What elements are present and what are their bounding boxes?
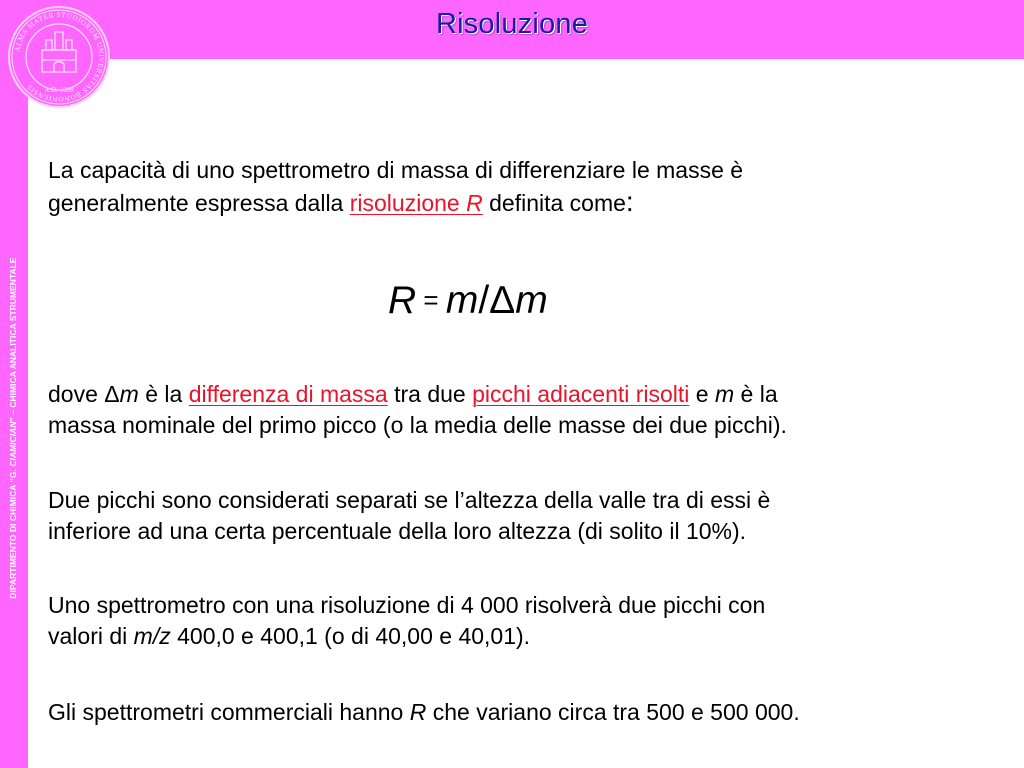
formula-slash: / [478, 279, 490, 322]
def-t1: dove Δ [48, 381, 120, 407]
formula-delta: Δ [489, 279, 516, 322]
link-risoluzione[interactable] [350, 190, 483, 216]
sep-line2: inferiore ad una certa percentuale della loro altezza (di solito il 10%). [48, 518, 747, 544]
example-mz: m/z [133, 623, 171, 649]
commercial-R: R [409, 699, 427, 725]
link-risoluzione-text: risoluzione [349, 190, 467, 216]
department-label-part2: ” – CHIMICA ANALITICA STRUMENTALE [8, 257, 18, 422]
formula-m2: m [515, 279, 548, 322]
seal-year: A.D. 1088 [44, 86, 74, 94]
commercial-a: Gli spettrometri commerciali hanno [48, 699, 410, 725]
example-line2a: valori di [48, 623, 134, 649]
university-seal-logo [6, 4, 112, 110]
intro-line1: La capacità di uno spettrometro di massa di differenziare le masse è [48, 157, 744, 183]
seal-text: ALMA MATER STUDIORUM UNIVERSITAS BONONIENSIS [13, 10, 106, 104]
def-line2: massa nominale del primo picco (o la media delle masse dei due picchi). [48, 412, 787, 438]
link-risoluzione-var: R [466, 190, 483, 216]
paragraph-commercial [48, 697, 998, 728]
paragraph-intro [48, 155, 998, 219]
paragraph-example [48, 590, 998, 652]
paragraph-definition [48, 379, 998, 441]
example-line1: Uno spettrometro con una risoluzione di 4 000 risolverà due picchi con [48, 592, 766, 618]
intro-line2-start: generalmente espressa dalla [48, 190, 350, 216]
sep-line1: Due picchi sono considerati separati se l’altezza della valle tra di essi è [48, 487, 771, 513]
def-t2: è la [138, 381, 189, 407]
formula-equals: = [416, 285, 446, 315]
link-picchi-adiacenti-risolti[interactable]: picchi adiacenti risolti [472, 381, 690, 407]
link-differenza-di-massa[interactable]: differenza di massa [188, 381, 388, 407]
def-m: m [119, 381, 139, 407]
formula-R: R [388, 279, 417, 322]
resolution-formula [388, 278, 548, 323]
example-line2b: 400,0 e 400,1 (o di 40,00 e 40,01). [170, 623, 531, 649]
page-title: Risoluzione [435, 8, 589, 40]
intro-colon: : [625, 186, 634, 217]
department-label-part1: DIPARTIMENTO DI CHIMICA “G. [8, 466, 18, 599]
department-label-italic: CIAMICIAN [8, 421, 18, 467]
def-m2: m [715, 381, 735, 407]
def-t4: e [689, 381, 715, 407]
department-label [2, 198, 24, 658]
def-t3: tra due [387, 381, 473, 407]
commercial-b: che variano circa tra 500 e 500 000. [426, 699, 800, 725]
def-t5: è la [734, 381, 778, 407]
formula-m: m [445, 279, 479, 322]
paragraph-separation [48, 485, 998, 547]
intro-line2-end: definita come [482, 190, 626, 216]
